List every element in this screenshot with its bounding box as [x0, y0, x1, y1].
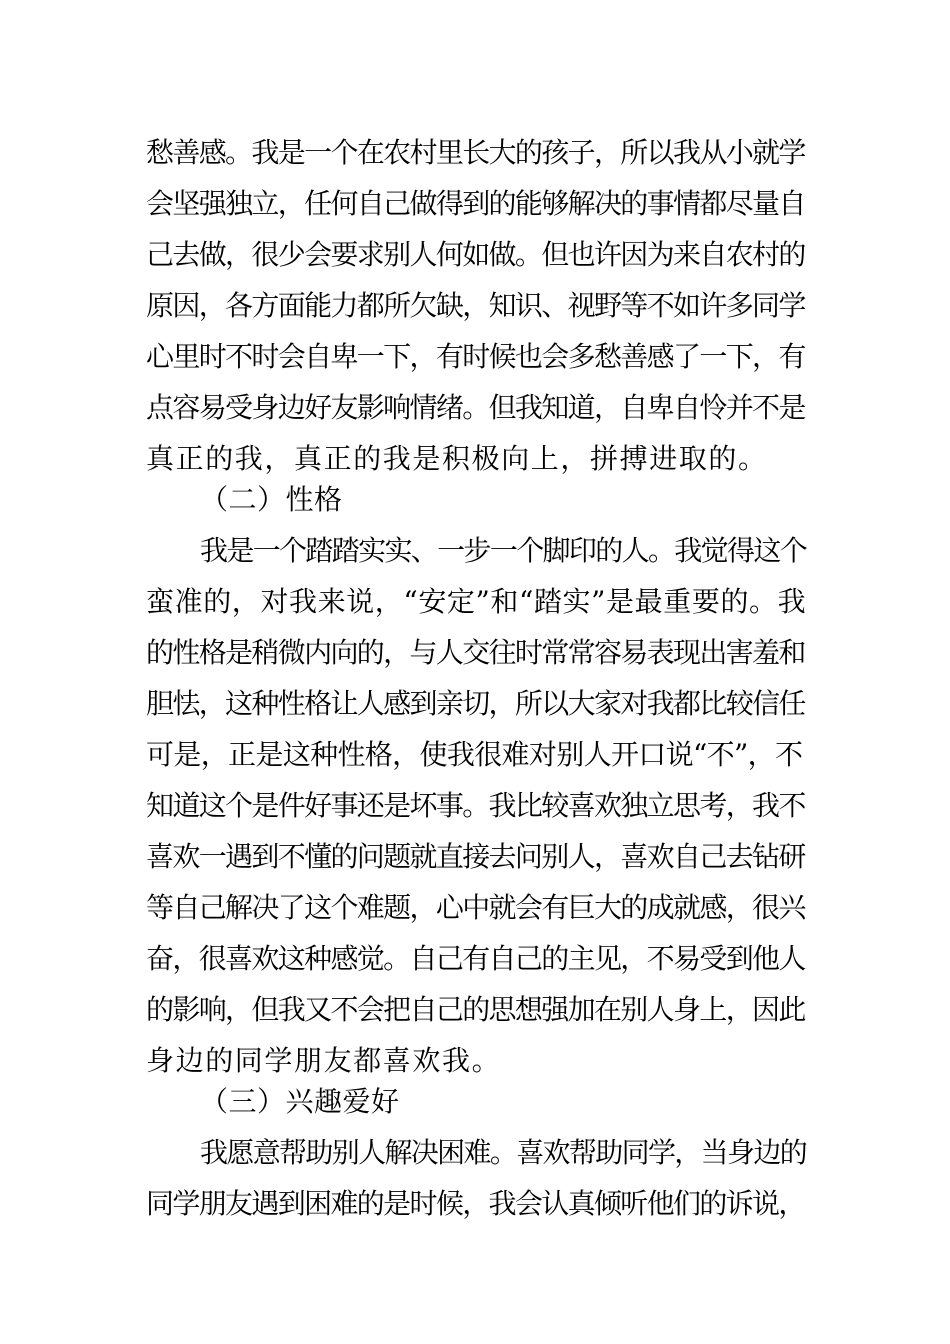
- paragraph-2-line-4: 胆怯，这种性格让人感到亲切，所以大家对我都比较信任: [146, 687, 805, 720]
- paragraph-1-line-2: 会坚强独立，任何自己做得到的能够解决的事情都尽量自: [146, 187, 805, 220]
- paragraph-2-line-2: 蛮准的，对我来说，“安定”和“踏实”是最重要的。我: [146, 585, 807, 618]
- section-heading-interests: （三）兴趣爱好: [200, 1085, 400, 1118]
- paragraph-2-line-6: 知道这个是件好事还是坏事。我比较喜欢独立思考，我不: [146, 789, 805, 822]
- paragraph-2-line-1: 我是一个踏踏实实、一步一个脚印的人。我觉得这个: [200, 534, 807, 567]
- paragraph-2-line-8: 等自己解决了这个难题，心中就会有巨大的成就感，很兴: [146, 891, 805, 924]
- paragraph-1-line-1: 愁善感。我是一个在农村里长大的孩子，所以我从小就学: [146, 136, 805, 169]
- section-heading-personality: （二）性格: [200, 483, 343, 516]
- paragraph-2-line-11: 身边的同学朋友都喜欢我。: [146, 1044, 502, 1077]
- paragraph-2-line-10: 的影响，但我又不会把自己的思想强加在别人身上，因此: [146, 993, 805, 1026]
- paragraph-2-line-3: 的性格是稍微内向的，与人交往时常常容易表现出害羞和: [146, 636, 805, 669]
- paragraph-3-line-2: 同学朋友遇到困难的是时候，我会认真倾听他们的诉说，: [146, 1187, 805, 1220]
- paragraph-1-line-5: 心里时不时会自卑一下，有时候也会多愁善感了一下，有: [146, 340, 805, 373]
- paragraph-1-line-4: 原因，各方面能力都所欠缺，知识、视野等不如许多同学: [146, 289, 805, 322]
- paragraph-2-line-9: 奋，很喜欢这种感觉。自己有自己的主见，不易受到他人: [146, 942, 805, 975]
- paragraph-1-line-6: 点容易受身边好友影响情绪。但我知道，自卑自怜并不是: [146, 391, 805, 424]
- paragraph-1-line-7: 真正的我，真正的我是积极向上，拼搏进取的。: [146, 442, 768, 475]
- paragraph-2-line-5: 可是，正是这种性格，使我很难对别人开口说“不”，不: [146, 738, 803, 771]
- paragraph-1-line-3: 己去做，很少会要求别人何如做。但也许因为来自农村的: [146, 238, 805, 271]
- paragraph-3-line-1: 我愿意帮助别人解决困难。喜欢帮助同学，当身边的: [200, 1136, 807, 1169]
- paragraph-2-line-7: 喜欢一遇到不懂的问题就直接去问别人，喜欢自己去钻研: [146, 840, 805, 873]
